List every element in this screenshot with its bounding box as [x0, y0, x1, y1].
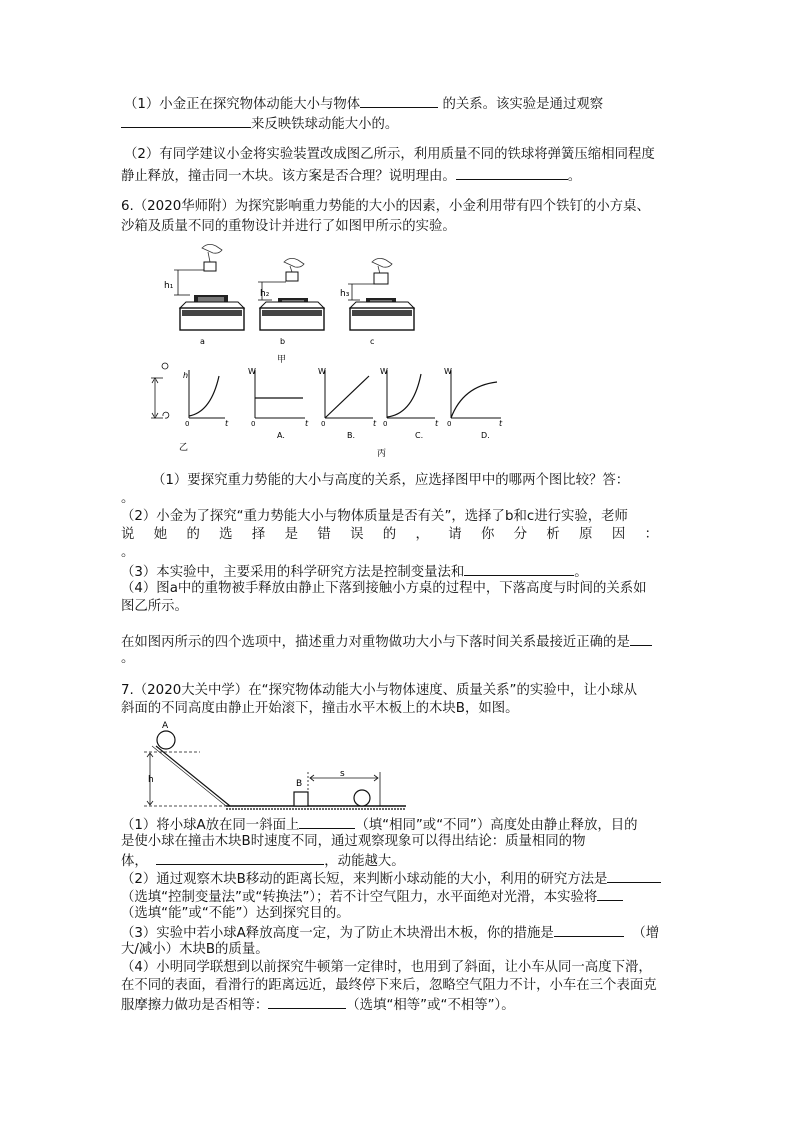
- bing-d-xaxis: t: [499, 419, 503, 428]
- hand-icon: [202, 244, 222, 262]
- figure-jia-panel-a: [164, 244, 244, 346]
- q5-p1-text-c: 来反映铁球动能大小的。: [251, 117, 399, 132]
- bing-b-xaxis: t: [373, 419, 377, 428]
- q5-blank-3[interactable]: [456, 166, 568, 180]
- bing-option-c-graph: [387, 370, 435, 418]
- bing-option-a-graph: [255, 370, 305, 418]
- q7-p3-text-b: （增: [632, 926, 660, 941]
- bing-option-b: B.: [347, 431, 356, 440]
- q6-stem-line2: [121, 218, 456, 236]
- q7-p1-text-a: （1）将小球A放在同一斜面上: [121, 818, 300, 833]
- distance-s-label: s: [340, 769, 345, 779]
- label-bing: 丙: [377, 449, 387, 459]
- q6-stem-text-a: 6.（2020华师附）为探究影响重力势能的大小的因素，小金利用带有四个铁钉的小方桌、: [121, 199, 650, 214]
- q6-part5-line1: [121, 632, 652, 652]
- bing-a-xaxis: t: [305, 419, 309, 428]
- q6-part2-line2: [121, 526, 674, 544]
- q7-blank-conclusion[interactable]: [156, 851, 324, 865]
- q7-part4-line2: [121, 977, 657, 995]
- q7-blank-height[interactable]: [299, 815, 355, 829]
- sandbox-table: [350, 298, 414, 330]
- q6-p3-text-b: 。: [574, 565, 588, 580]
- q7-p2-text-c: （选填“能”或“不能”）达到探究目的。: [121, 906, 350, 921]
- q7-p3-text-c: 大/减小）木块B的质量。: [121, 942, 269, 957]
- bing-c-xaxis: t: [435, 419, 439, 428]
- q5-part2-line1: [124, 146, 655, 164]
- bing-option-c: C.: [415, 431, 424, 440]
- q5-p2-text-a: （2）有同学建议小金将实验装置改成图乙所示，利用质量不同的铁球将弹簧压缩相同程度: [124, 147, 655, 162]
- yi-xaxis: t: [225, 419, 229, 428]
- bing-option-d-graph: [451, 370, 501, 418]
- yi-yaxis: h: [183, 371, 189, 380]
- h2-label: h₂: [260, 289, 270, 299]
- caption-b: b: [280, 337, 286, 346]
- q7-part4-line3: [121, 995, 515, 1015]
- figure-jia-panel-c: [340, 258, 414, 346]
- figure-jia: [160, 240, 430, 365]
- figure-jia-panel-b: [258, 258, 324, 365]
- q6-p3-text-a: （3）本实验中，主要采用的科学研究方法是控制变量法和: [121, 565, 465, 580]
- q6-p5-text-b: 。: [121, 651, 135, 666]
- q5-part1-line2: [121, 114, 398, 134]
- block-b: [294, 792, 308, 806]
- bing-b-yaxis: W: [318, 367, 326, 376]
- q6-p2-text-b: 说她的选择是错误的，请你分析原因：: [121, 527, 674, 542]
- q6-p4-text-b: 图乙所示。: [121, 599, 188, 614]
- bing-option-d: D.: [481, 431, 490, 440]
- q7-part2-line2: [121, 887, 623, 907]
- q6-stem-line1: [121, 198, 650, 216]
- q7-blank-work[interactable]: [268, 995, 346, 1009]
- q7-part1-line2: [121, 833, 585, 851]
- q7-part4-line1: [121, 959, 652, 977]
- q7-p1-text-d: 体，: [121, 854, 148, 869]
- q6-part4-line2: [121, 598, 188, 616]
- label-jia: 甲: [277, 355, 287, 365]
- caption-c: c: [370, 337, 375, 346]
- q5-part2-line2: [121, 166, 581, 186]
- bing-option-a: A.: [277, 431, 285, 440]
- bing-b-origin: 0: [321, 420, 326, 428]
- q6-p2-text-c: 。: [121, 545, 135, 560]
- q6-p4-text-a: （4）图a中的重物被手释放由静止下落到接触小方桌的过程中，下落高度与时间的关系如: [121, 581, 647, 596]
- figure-yi-drop: [151, 363, 169, 418]
- q5-p2-text-b: 静止释放，撞击同一木块。该方案是否合理？说明理由。: [121, 169, 456, 184]
- bing-c-yaxis: W: [380, 367, 388, 376]
- figure-yi-bing: [145, 360, 505, 462]
- q7-p1-text-e: ，动能越大。: [324, 854, 405, 869]
- q6-part3-line: [121, 562, 588, 582]
- q7-part3-line1: [121, 923, 659, 943]
- q5-p1-text-b: 的关系。该实验是通过观察: [442, 97, 604, 112]
- label-yi: 乙: [179, 443, 189, 453]
- h3-label: h₃: [340, 289, 350, 299]
- q6-p1-text-b: 。: [121, 491, 135, 506]
- q5-blank-1[interactable]: [360, 94, 438, 108]
- q6-p2-text-a: （2）小金为了探究“重力势能大小与物体质量是否有关”，选择了b和c进行实验，老师: [121, 509, 628, 524]
- q7-p4-text-d: （选填“相等”或“不相等”）。: [346, 998, 515, 1013]
- ball-a-label: A: [162, 721, 169, 731]
- q6-p5-text-a: 在如图丙所示的四个选项中，描述重力对重物做功大小与下落时间关系最接近正确的是: [121, 635, 630, 650]
- q5-part1-line1: [124, 94, 603, 114]
- yi-origin: 0: [185, 420, 190, 428]
- q6-part2-line3: [121, 544, 134, 562]
- figure-yi-graph: [189, 370, 225, 418]
- q7-blank-can[interactable]: [597, 887, 623, 901]
- q6-part5-line2: [121, 650, 134, 668]
- q7-p1-text-b: （填“相同”或“不同”）高度处由静止释放，目的: [355, 818, 638, 833]
- q7-part2-line3: [121, 905, 350, 923]
- weight-block: [204, 262, 216, 271]
- q7-p2-text-a: （2）通过观察木块B移动的距离长短，来判断小球动能的大小，利用的研究方法是: [121, 872, 608, 887]
- block-b-label: B: [296, 779, 303, 789]
- sandbox-table: [180, 295, 244, 330]
- q7-stem-line1: [121, 682, 637, 700]
- q6-part1-line1: [152, 472, 629, 490]
- q6-blank-method[interactable]: [464, 562, 574, 576]
- q7-stem-text-a: 7.（2020大关中学）在“探究物体动能大小与物体速度、质量关系”的实验中，让小球从: [121, 683, 638, 698]
- figure-ramp: [140, 716, 410, 816]
- bing-c-origin: 0: [383, 420, 388, 428]
- weight-block: [374, 273, 388, 284]
- ball-a: [157, 731, 175, 749]
- hand-icon: [372, 258, 392, 274]
- q6-part1-line2: [121, 490, 134, 508]
- q7-p4-text-a: （4）小明同学联想到以前探究牛顿第一定律时，也用到了斜面，让小车从同一高度下滑，: [121, 960, 652, 975]
- caption-a: a: [200, 337, 205, 346]
- q6-stem-text-b: 沙箱及质量不同的重物设计并进行了如图甲所示的实验。: [121, 219, 456, 234]
- q7-p4-text-c: 服摩擦力做功是否相等：: [121, 998, 269, 1013]
- bing-option-b-graph: [325, 370, 373, 418]
- q7-blank-method[interactable]: [607, 869, 661, 883]
- q7-stem-text-b: 斜面的不同高度由静止开始滚下，撞击水平木板上的木块B，如图。: [121, 701, 519, 716]
- q7-part2-line1: [121, 869, 661, 889]
- q7-blank-measure[interactable]: [554, 923, 624, 937]
- ramp: [152, 746, 230, 806]
- q7-part1-line3: [121, 851, 405, 871]
- height-marker: [144, 752, 226, 806]
- sandbox-table: [260, 298, 324, 330]
- ball-end: [354, 790, 370, 806]
- q7-p2-text-b: （选填“控制变量法”或“转换法”）；若不计空气阻力，水平面绝对光滑，本实验将: [121, 890, 598, 905]
- q5-p1-text-a: （1）小金正在探究物体动能大小与物体: [124, 97, 361, 112]
- q5-blank-2[interactable]: [121, 114, 251, 128]
- height-h-label: h: [148, 775, 154, 785]
- q7-p3-text-a: （3）实验中若小球A释放高度一定，为了防止木块滑出木板，你的措施是: [121, 926, 554, 941]
- weight-block: [286, 272, 298, 281]
- q7-p4-text-b: 在不同的表面，看滑行的距离远近，最终停下来后，忽略空气阻力不计，小车在三个表面克: [121, 978, 657, 993]
- q7-part1-line1: [121, 815, 638, 835]
- bing-d-origin: 0: [447, 420, 452, 428]
- ground: [226, 806, 406, 809]
- q7-part3-line2: [121, 941, 269, 959]
- hand-icon: [284, 258, 304, 272]
- q6-part2-line1: [121, 508, 628, 526]
- q5-p2-text-c: 。: [567, 169, 582, 184]
- q7-p1-text-c: 是使小球在撞击木块B时速度不同，通过观察现象可以得出结论：质量相同的物: [121, 834, 586, 849]
- h1-label: h₁: [164, 281, 174, 291]
- bing-a-origin: 0: [251, 420, 256, 428]
- bing-d-yaxis: W: [444, 367, 452, 376]
- bing-a-yaxis: W: [248, 367, 256, 376]
- q6-part4-line1: [121, 580, 647, 598]
- q6-blank-choice[interactable]: [630, 632, 652, 646]
- q6-p1-text-a: （1）要探究重力势能的大小与高度的关系，应选择图甲中的哪两个图比较？答：: [152, 473, 630, 488]
